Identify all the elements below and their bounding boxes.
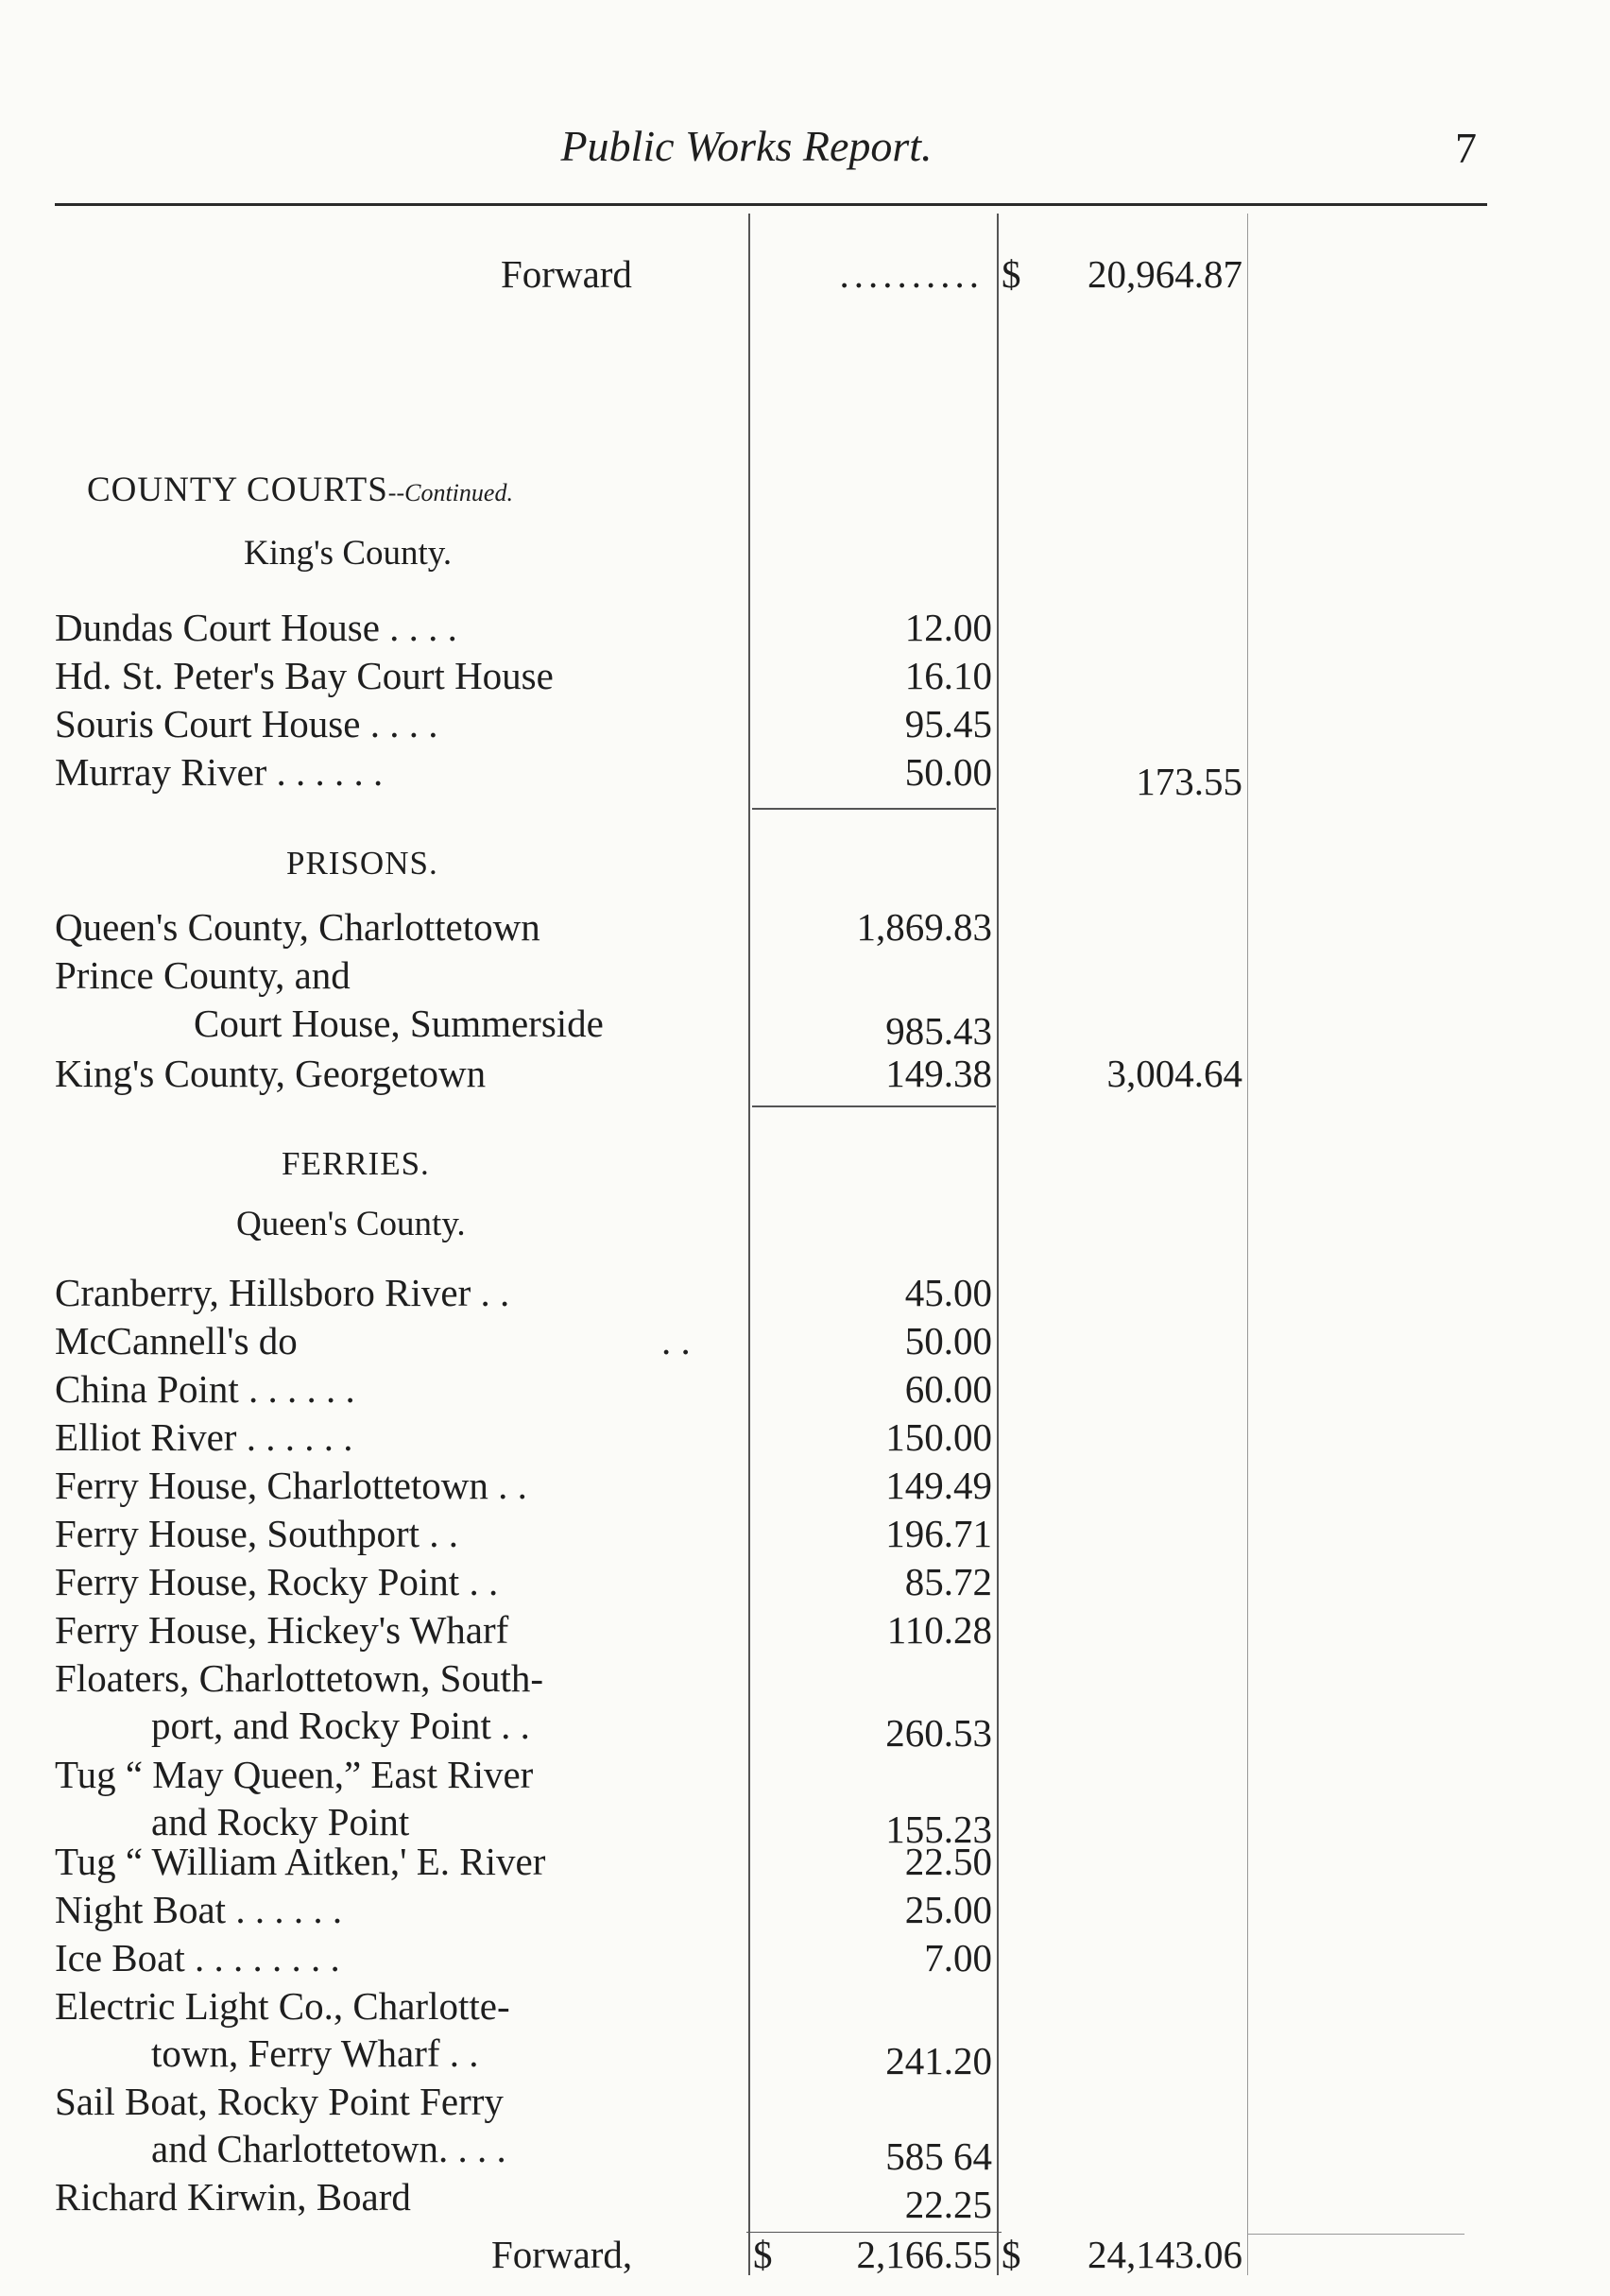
forward-currency-2: $	[1002, 2233, 1021, 2276]
row-label: Ferry House, Charlottetown . .	[55, 1464, 527, 1507]
table-row	[0, 951, 1610, 1000]
page-number: 7	[1455, 124, 1477, 172]
table-row	[0, 1653, 1610, 1703]
row-amount: 16.10	[904, 654, 992, 697]
subheading: King's County.	[244, 534, 453, 573]
row-label: port, and Rocky Point . .	[151, 1704, 530, 1747]
table-row	[0, 1837, 1610, 1886]
row-label: Cranberry, Hillsboro River . .	[55, 1271, 510, 1314]
forward-amount-1: 2,166.55	[856, 2233, 992, 2276]
row-amount: 22.25	[904, 2183, 992, 2226]
row-amount: 149.38	[885, 1052, 992, 1095]
table-row	[0, 1461, 1610, 1510]
table-row	[0, 1605, 1610, 1654]
row-amount: 196.71	[885, 1512, 992, 1555]
table-row	[0, 1364, 1610, 1414]
section-title: PRISONS.	[286, 845, 438, 882]
table-row	[0, 1750, 1610, 1799]
row-label: and Rocky Point	[151, 1800, 410, 1843]
row-amount: 585 64	[885, 2134, 992, 2178]
row-amount: 95.45	[904, 702, 992, 745]
row-amount: 60.00	[904, 1367, 992, 1411]
row-amount: 155.23	[885, 1808, 992, 1851]
section-total: 173.55	[1136, 760, 1242, 803]
row-label: Richard Kirwin, Board	[55, 2175, 411, 2219]
forward-amount: 20,964.87	[1088, 252, 1242, 296]
forward-row-top	[0, 249, 1610, 299]
table-row	[0, 2029, 1610, 2082]
row-label: Murray River . . . . . .	[55, 750, 384, 794]
forward-label: Forward	[501, 252, 632, 296]
row-label: Souris Court House . . . .	[55, 702, 438, 745]
section-total: 3,004.64	[1106, 1052, 1242, 1095]
row-amount: 45.00	[904, 1271, 992, 1314]
row-label: Queen's County, Charlottetown	[55, 905, 540, 949]
forward-leader: ..........	[839, 252, 984, 296]
row-label: Hd. St. Peter's Bay Court House	[55, 654, 554, 697]
row-label: Ice Boat . . . . . . . .	[55, 1936, 340, 1979]
table-row	[0, 1049, 1610, 1098]
table-row	[0, 2172, 1610, 2226]
forward-currency: $	[1002, 252, 1021, 296]
row-label: Tug “ May Queen,” East River	[55, 1753, 534, 1796]
row-label: King's County, Georgetown	[55, 1052, 487, 1095]
row-amount: 985.43	[885, 1009, 992, 1053]
table-row	[0, 1933, 1610, 1982]
row-amount: 149.49	[885, 1464, 992, 1507]
row-label: and Charlottetown. . . .	[151, 2127, 506, 2170]
forward-label: Forward,	[491, 2233, 633, 2276]
table-row	[0, 999, 1610, 1053]
table-row	[0, 1885, 1610, 1934]
forward-amount-2: 24,143.06	[1088, 2233, 1242, 2276]
row-label: Court House, Summerside	[194, 1002, 604, 1045]
table-row	[0, 1316, 1610, 1365]
trailing-rule	[1247, 2234, 1464, 2235]
row-amount: 1,869.83	[856, 905, 992, 949]
subheading-kings-county	[0, 526, 1610, 575]
row-amount: 12.00	[904, 606, 992, 649]
table-row	[0, 1509, 1610, 1558]
table-row	[0, 1701, 1610, 1755]
subheading-queens-county	[0, 1197, 1610, 1246]
table-row	[0, 651, 1610, 700]
row-amount: 110.28	[886, 1608, 992, 1652]
row-label: Elliot River . . . . . .	[55, 1415, 353, 1459]
subtotal-rule	[752, 1105, 996, 1107]
row-label: China Point . . . . . .	[55, 1367, 355, 1411]
table-row	[0, 902, 1610, 951]
table-row	[0, 1557, 1610, 1606]
row-label: Ferry House, Rocky Point . .	[55, 1560, 499, 1603]
table-row	[0, 1981, 1610, 2030]
section-heading-ferries	[0, 1137, 1610, 1186]
continued-note: --Continued.	[387, 479, 513, 506]
row-amount: 260.53	[885, 1711, 992, 1755]
subtotal-rule	[752, 808, 996, 810]
section-heading-county-courts	[0, 463, 1610, 512]
row-label: town, Ferry Wharf . .	[151, 2031, 479, 2075]
subheading: Queen's County.	[236, 1205, 466, 1243]
row-label: Tug “ William Aitken,' E. River	[55, 1840, 546, 1883]
row-label: Dundas Court House . . . .	[55, 606, 457, 649]
forward-row-bottom	[0, 2230, 1610, 2279]
row-label: Prince County, and	[55, 953, 351, 997]
row-amount: 22.50	[904, 1840, 992, 1883]
table-row	[0, 699, 1610, 748]
table-row	[0, 2077, 1610, 2126]
table-row	[0, 2124, 1610, 2178]
running-title: Public Works Report.	[560, 122, 933, 170]
row-leader: . .	[661, 1319, 691, 1362]
row-amount: 50.00	[904, 750, 992, 794]
row-label: Electric Light Co., Charlotte-	[55, 1984, 510, 2028]
row-label: Ferry House, Southport . .	[55, 1512, 459, 1555]
table-row	[0, 1413, 1610, 1462]
section-title: FERRIES.	[282, 1145, 430, 1182]
row-amount: 25.00	[904, 1888, 992, 1931]
header-rule	[55, 203, 1487, 206]
section-heading-prisons	[0, 836, 1610, 885]
row-label: Sail Boat, Rocky Point Ferry	[55, 2080, 504, 2123]
row-label: McCannell's do	[55, 1319, 298, 1362]
row-amount: 241.20	[885, 2039, 992, 2082]
row-label: Floaters, Charlottetown, South-	[55, 1656, 544, 1700]
row-amount: 85.72	[904, 1560, 992, 1603]
table-row	[0, 603, 1610, 652]
section-title: COUNTY COURTS	[87, 471, 388, 509]
table-row	[0, 1268, 1610, 1317]
row-label: Ferry House, Hickey's Wharf	[55, 1608, 509, 1652]
table-row	[0, 747, 1610, 803]
row-amount: 50.00	[904, 1319, 992, 1362]
row-label: Night Boat . . . . . .	[55, 1888, 343, 1931]
row-amount: 7.00	[924, 1936, 992, 1979]
row-amount: 150.00	[885, 1415, 992, 1459]
forward-currency-1: $	[753, 2233, 773, 2276]
